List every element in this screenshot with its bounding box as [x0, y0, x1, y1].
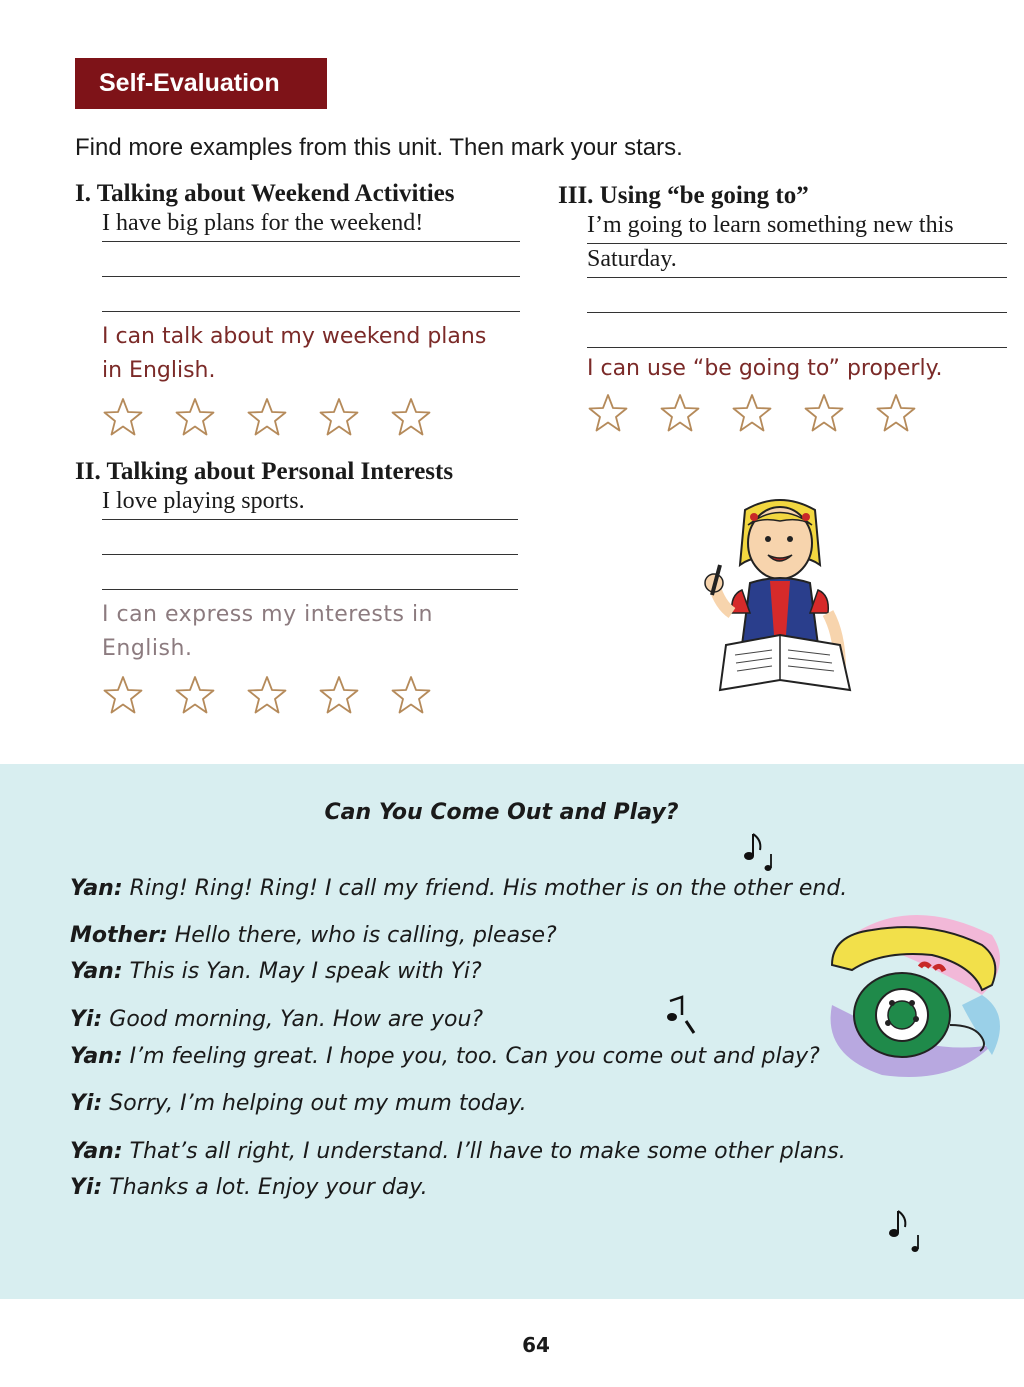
section-personal-interests — [75, 458, 518, 716]
dialog-line: Yan: Ring! Ring! Ring! I call my friend. His mother is on the other end. — [70, 876, 848, 901]
section-title: II. Talking about Personal Interests — [75, 458, 454, 485]
telephone-illustration — [812, 905, 1012, 1085]
music-note-icon — [885, 1205, 925, 1255]
dialog-line: Yi: Thanks a lot. Enjoy your day. — [70, 1175, 428, 1200]
section-title: III. Using “be going to” — [558, 182, 809, 209]
answer-line[interactable] — [102, 555, 518, 590]
star-outline-icon[interactable] — [246, 396, 288, 438]
girl-reading-illustration — [690, 495, 870, 700]
star-outline-icon[interactable] — [318, 396, 360, 438]
can-do-statement: I can talk about my weekend plans in English. — [102, 324, 487, 383]
answer-line[interactable] — [102, 277, 520, 312]
instructions: Find more examples from this unit. Then mark your stars. — [75, 134, 683, 161]
dialog-line: Yan: I’m feeling great. I hope you, too. Can you come out and play? — [70, 1044, 820, 1069]
star-outline-icon[interactable] — [174, 674, 216, 716]
answer-line[interactable] — [587, 278, 1007, 313]
section-be-going-to — [558, 182, 1007, 434]
dialog-line: Yan: This is Yan. May I speak with Yi? — [70, 959, 482, 984]
can-do-statement: I can express my interests in English. — [102, 602, 433, 661]
example-line[interactable]: I love playing sports. — [102, 486, 518, 520]
dialog-line: Yi: Good morning, Yan. How are you? — [70, 1007, 484, 1032]
can-do-statement: I can use “be going to” properly. — [587, 356, 943, 381]
music-note-icon — [740, 828, 780, 874]
star-rating[interactable] — [102, 674, 518, 716]
dialog-title: Can You Come Out and Play? — [324, 800, 679, 825]
example-line[interactable]: Saturday. — [587, 244, 1007, 278]
star-outline-icon[interactable] — [875, 392, 917, 434]
answer-line[interactable] — [102, 242, 520, 277]
example-line[interactable]: I have big plans for the weekend! — [102, 208, 520, 242]
dialog-line: Yi: Sorry, I’m helping out my mum today. — [70, 1091, 527, 1116]
page-number: 64 — [522, 1333, 550, 1357]
star-rating[interactable] — [102, 396, 520, 438]
dialog-line: Yan: That’s all right, I understand. I’ll have to make some other plans. — [70, 1139, 846, 1164]
star-outline-icon[interactable] — [174, 396, 216, 438]
star-outline-icon[interactable] — [390, 674, 432, 716]
star-rating[interactable] — [587, 392, 1007, 434]
star-outline-icon[interactable] — [390, 396, 432, 438]
example-line[interactable]: I’m going to learn something new this — [587, 210, 1007, 244]
star-outline-icon[interactable] — [731, 392, 773, 434]
star-outline-icon[interactable] — [803, 392, 845, 434]
star-outline-icon[interactable] — [318, 674, 360, 716]
answer-line[interactable] — [102, 520, 518, 555]
star-outline-icon[interactable] — [587, 392, 629, 434]
star-outline-icon[interactable] — [659, 392, 701, 434]
section-title: I. Talking about Weekend Activities — [75, 180, 455, 207]
star-outline-icon[interactable] — [246, 674, 288, 716]
self-evaluation-badge: Self-Evaluation — [75, 58, 327, 109]
answer-line[interactable] — [587, 313, 1007, 348]
star-outline-icon[interactable] — [102, 674, 144, 716]
music-note-icon — [664, 995, 700, 1037]
star-outline-icon[interactable] — [102, 396, 144, 438]
section-weekend-activities — [75, 180, 520, 438]
dialog-line: Mother: Hello there, who is calling, please? — [70, 923, 557, 948]
